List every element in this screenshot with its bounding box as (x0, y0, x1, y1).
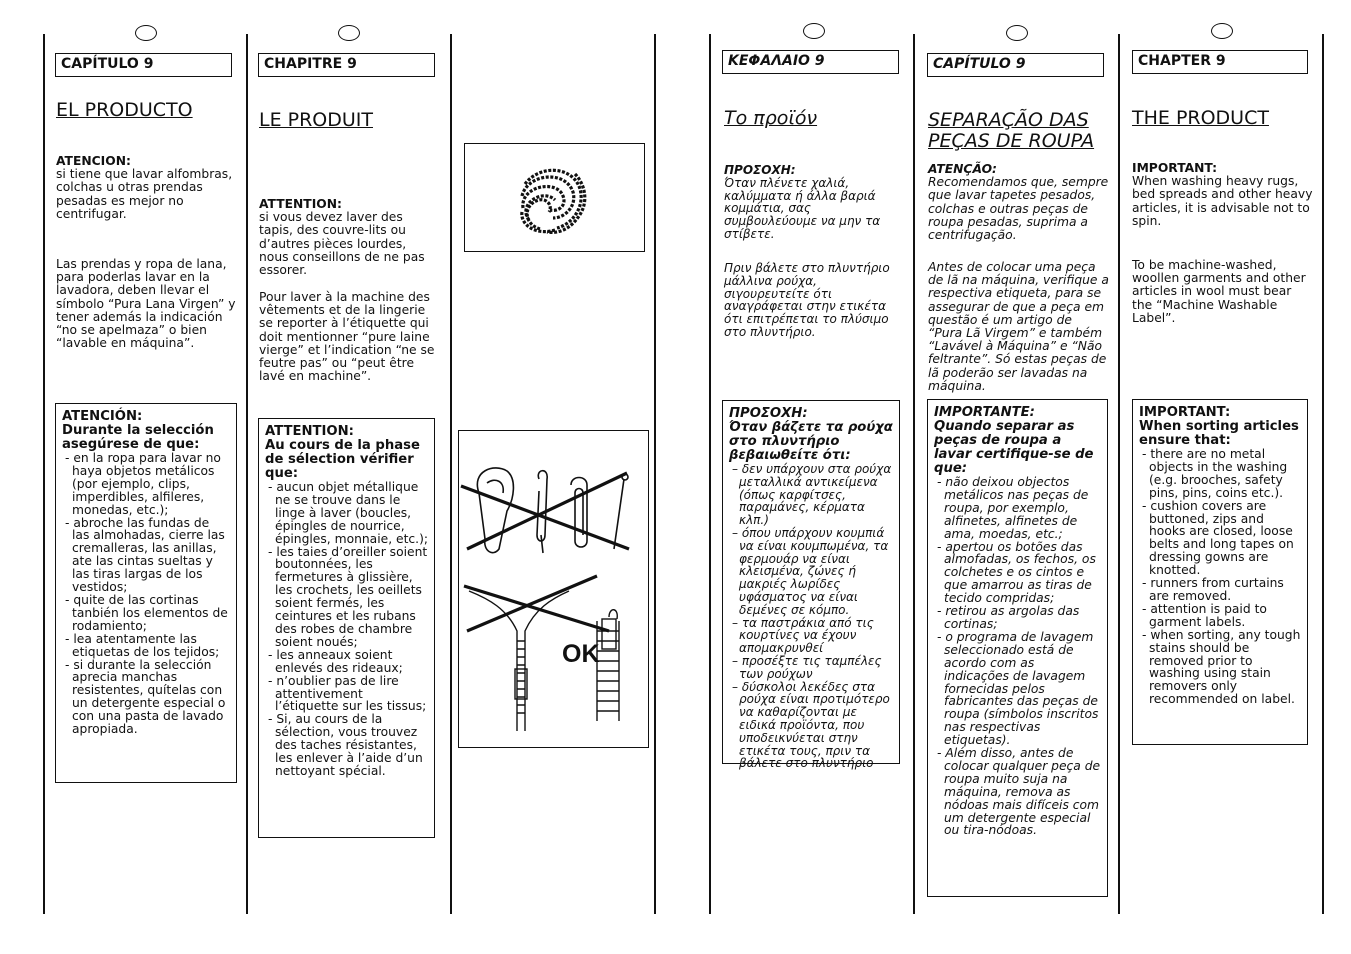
section-title-fr: LE PRODUIT (259, 109, 373, 131)
warning-fr (259, 198, 439, 277)
box-subhead-gr: Όταν βάζετε τα ρούχα στο πλυντήριο βεβαιωθείτε ότι: (729, 420, 893, 463)
list-item: – τα παστράκια από τις κουρτίνες να έχουν απομακρυνθεί (729, 617, 893, 655)
box-subhead-en: When sorting articles ensure that: (1139, 419, 1299, 448)
chapter-heading-gr: ΚΕΦΑΛΑΙΟ 9 (722, 50, 899, 74)
warning-text-gr: Όταν πλένετε χαλιά, καλύμματα ή άλλα βαριά κομμάτια, σας συμβουλεύουμε να μην τα στίβετε. (724, 175, 881, 241)
sorting-box-gr (722, 400, 900, 771)
list-item: - there are no metal objects in the washing (e.g. brooches, safety pins, pins, coins etc.). (1139, 448, 1301, 500)
checklist-es (62, 452, 230, 736)
section-title-es: EL PRODUCTO (56, 99, 193, 121)
column-rule (654, 34, 656, 914)
chapter-heading-en: CHAPTER 9 (1132, 50, 1308, 74)
list-item: - Além disso, antes de colocar qualquer peça de roupa muito suja na máquina, remova as nódoas mais difíceis com um detergente especial ou tira-nódoas. (934, 747, 1101, 837)
box-subhead-es: Durante la selección asegúrese de que: (62, 423, 214, 452)
chapter-heading-fr: CHAPITRE 9 (258, 53, 435, 77)
list-item: - les taies d’oreiller soient boutonnées, les fermetures à glissière, les crochets, les oeillets soient fermés, les ceintures et les rubans des robes de chambre soient noués; (265, 546, 428, 649)
warning-head-fr: ATTENTION: (259, 197, 342, 211)
list-item: - quite de las cortinas tanbién los elementos de rodamiento; (62, 594, 230, 633)
sorting-box-en (1132, 399, 1308, 745)
list-item: – προσέξτε τις ταμπέλες των ρούχων (729, 655, 893, 681)
warning-head-en: IMPORTANT: (1132, 161, 1218, 175)
warning-head-pt: ATENÇÃO: (928, 162, 997, 176)
metal-objects-crossed-icon (459, 431, 650, 749)
checklist-pt (934, 476, 1101, 837)
column-rule (43, 34, 45, 914)
section-title-gr: Το προϊόν (724, 107, 818, 129)
list-item: - lea atentamente las etiquetas de los tejidos; (62, 633, 230, 659)
clothing-prep-figure (458, 430, 649, 748)
warning-en (1132, 162, 1314, 228)
box-subhead-pt: Quando separar as peças de roupa a lavar certifique-se de que: (934, 419, 1094, 476)
list-item: - n’oublier pas de lire attentivement l’étiquette sur les tissus; (265, 675, 428, 714)
warning-text-en: When washing heavy rugs, bed spreads and other heavy articles, it is advisable not to spin. (1132, 174, 1313, 228)
section-title-pt: SEPARAÇÃO DAS PEÇAS DE ROUPA (928, 109, 1095, 152)
column-rule (1118, 34, 1120, 914)
warning-es (56, 155, 236, 221)
chapter-heading-es: CAPÍTULO 9 (55, 53, 232, 77)
box-head-en: IMPORTANT: (1139, 405, 1231, 420)
wool-paragraph-pt: Antes de colocar uma peça de lã na máquina, verifique a respectiva etiqueta, para se assegurar de que a peça em questão é um artigo de “Pura Lã Virgem” e também “Lavável à Máquina” e “Não feltrante”. Só estas peças de lã poderão ser lavadas na máquina. (928, 260, 1109, 393)
wool-paragraph-fr: Pour laver à la machine des vêtements et de la lingerie se reporter à l’étiquette qui doit mentionner “pure laine vierge” et l’indication “ne se feutre pas” ou “peut être lavé en machine”. (259, 290, 435, 384)
warning-head-gr: ΠΡΟΣΟΧΗ: (724, 163, 796, 177)
language-marker (1211, 23, 1233, 39)
language-marker (1006, 25, 1028, 41)
list-item: – όπου υπάρχουν κουμπιά να είναι κουμπωμένα, τα φερμουάρ να είναι κλεισμένα, ζώνες ή μακριές λωρίδες υφάσματος να είναι δεμένες σε κόμπο. (729, 527, 893, 617)
list-item: - les anneaux soient enlevés des rideaux; (265, 649, 428, 675)
column-rule (246, 34, 248, 914)
sorting-box-es (55, 403, 237, 783)
list-item: - when sorting, any tough stains should be removed prior to washing using stain removers only recommended on label. (1139, 629, 1301, 706)
checklist-en (1139, 448, 1301, 706)
language-marker (135, 25, 157, 41)
list-item: - retirou as argolas das cortinas; (934, 605, 1101, 631)
list-item: - attention is paid to garment labels. (1139, 603, 1301, 629)
column-rule (913, 34, 915, 914)
sorting-box-pt (927, 399, 1108, 897)
wool-paragraph-gr: Πριν βάλετε στο πλυντήριο μάλλινα ρούχα, σιγουρευτείτε ότι αναγράφεται στην ετικέτα ότι επιτρέπεται το πλύσιμο στο πλυντήριο. (724, 261, 890, 339)
checklist-gr (729, 463, 893, 770)
wool-symbol-figure (464, 143, 645, 252)
ok-label: OK (562, 640, 600, 668)
sorting-box-fr (258, 418, 435, 838)
wool-paragraph-es: Las prendas y ropa de lana, para poderlas lavar en la lavadora, deben llevar el símbolo “Pura Lana Virgen” y tener además la indicación “no se apelmaza” o bien “lavable en máquina”. (56, 257, 236, 351)
warning-text-fr: si vous devez laver des tapis, des couvre-lits ou d’autres pièces lourdes, nous conseillons de ne pas essorer. (259, 210, 425, 278)
list-item: - cushion covers are buttoned, zips and hooks are closed, loose belts and long tapes on dressing gowns are knotted. (1139, 500, 1301, 577)
language-marker (803, 23, 825, 39)
box-head-pt: IMPORTANTE: (934, 405, 1035, 420)
box-head-fr: ATTENTION: (265, 424, 354, 439)
list-item: - o programa de lavagem seleccionado está de acordo com as indicações de lavagem fornecidas pelos fabricantes das peças de roupa (símbolos inscritos nas respectivas etiquetas). (934, 631, 1101, 747)
list-item: - runners from curtains are removed. (1139, 577, 1301, 603)
box-head-es: ATENCIÓN: (62, 409, 143, 424)
column-rule (450, 34, 452, 914)
list-item: – δύσκολοι λεκέδες στα ρούχα είναι προτιμότερο να καθαρίζονται με ειδικά προϊόντα, που υποδεικνύεται στην ετικέτα τους, πριν τα βάλετε στο πλυντήριο (729, 681, 893, 771)
warning-gr (724, 164, 904, 241)
list-item: – δεν υπάρχουν στα ρούχα μεταλλικά αντικείμενα (όπως καρφίτσες, παραμάνες, κέρματα κλπ.) (729, 463, 893, 527)
box-subhead-fr: Au cours de la phase de sélection vérifier que: (265, 438, 420, 481)
warning-text-es: si tiene que lavar alfombras, colchas u otras prendas pesadas es mejor no centrifugar. (56, 167, 233, 221)
list-item: - abroche las fundas de las almohadas, cierre las cremalleras, las anillas, ate las cintas sueltas y las tiras largas de los vestidos; (62, 517, 230, 594)
column-rule (1322, 34, 1324, 914)
box-head-gr: ΠΡΟΣΟΧΗ: (729, 406, 808, 421)
warning-text-pt: Recomendamos que, sempre que lavar tapetes pesados, colchas e outras peças de roupa pesadas, suprima a centrifugação. (928, 175, 1109, 243)
list-item: - apertou os botões das almofadas, os fechos, os colchetes e os cintos e que amarrou as tiras de tecido compridas; (934, 541, 1101, 606)
warning-pt (928, 163, 1110, 242)
list-item: - Si, au cours de la sélection, vous trouvez des taches résistantes, les enlever à l’aide d’un nettoyant spécial. (265, 713, 428, 778)
checklist-fr (265, 481, 428, 778)
wool-paragraph-en: To be machine-washed, woollen garments and other articles in wool must bear the “Machine Washable Label”. (1132, 258, 1306, 325)
list-item: - si durante la selección aprecia manchas resistentes, quítelas con un detergente especial o con una pasta de lavado apropiada. (62, 659, 230, 736)
list-item: - aucun objet métallique ne se trouve dans le linge à laver (boucles, épingles de nourrice, épingles, monnaie, etc.); (265, 481, 428, 546)
list-item: - não deixou objectos metálicos nas peças de roupa, por exemplo, alfinetes, alfinetes de ama, moedas, etc.; (934, 476, 1101, 541)
list-item: - en la ropa para lavar no haya objetos metálicos (por ejemplo, clips, imperdibles, alfileres, monedas, etc.); (62, 452, 230, 517)
column-rule (709, 34, 711, 914)
chapter-heading-pt: CAPÍTULO 9 (927, 53, 1104, 77)
woolmark-icon (465, 144, 646, 253)
language-marker (338, 25, 360, 41)
section-title-en: THE PRODUCT (1132, 107, 1269, 129)
warning-head-es: ATENCION: (56, 154, 131, 168)
